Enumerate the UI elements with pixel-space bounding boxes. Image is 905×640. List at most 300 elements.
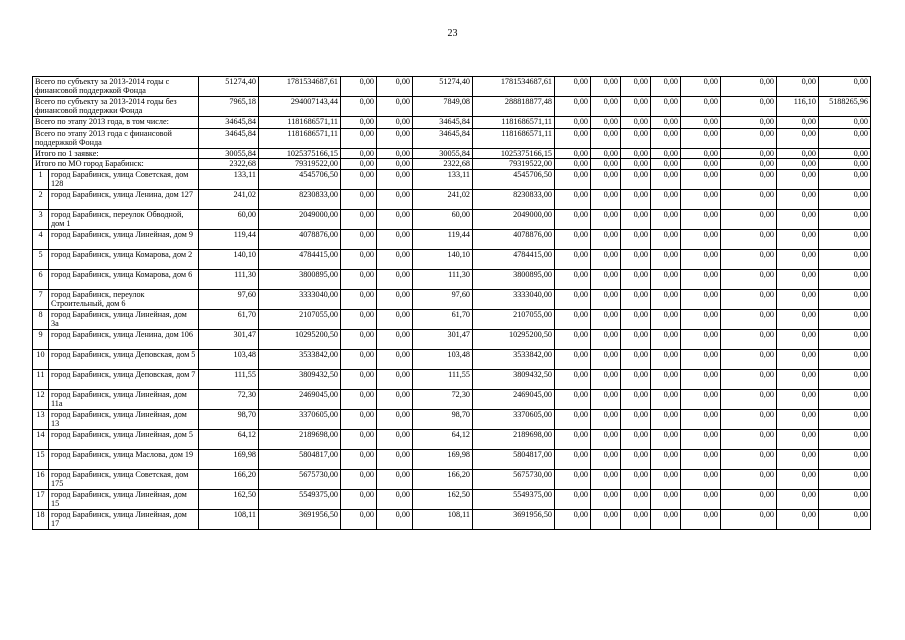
cell-value: 3800895,00 <box>473 269 555 289</box>
table-row <box>33 489 871 509</box>
cell-value: 0,00 <box>777 429 819 449</box>
cell-value: 0,00 <box>651 349 681 369</box>
cell-value: 3533842,00 <box>473 349 555 369</box>
cell-value: 0,00 <box>621 409 651 429</box>
cell-value: 0,00 <box>651 289 681 309</box>
cell-value: 0,00 <box>651 409 681 429</box>
cell-value: 3370605,00 <box>259 409 341 429</box>
cell-value: 111,55 <box>413 369 473 389</box>
cell-value: 0,00 <box>621 269 651 289</box>
cell-value: 0,00 <box>651 429 681 449</box>
cell-value: 0,00 <box>377 97 413 117</box>
cell-value: 0,00 <box>681 469 721 489</box>
cell-value: 61,70 <box>199 309 259 329</box>
cell-value: 1781534687,61 <box>259 77 341 97</box>
row-number: 6 <box>33 269 49 289</box>
cell-value: 60,00 <box>199 209 259 229</box>
cell-value: 5549375,00 <box>473 489 555 509</box>
cell-value: 0,00 <box>651 329 681 349</box>
row-address: город Барабинск, улица Линейная, дом 11а <box>49 389 199 409</box>
cell-value: 0,00 <box>777 129 819 149</box>
row-number: 1 <box>33 169 49 189</box>
row-address: город Барабинск, улица Линейная, дом 15 <box>49 489 199 509</box>
cell-value: 0,00 <box>377 229 413 249</box>
cell-value: 5549375,00 <box>259 489 341 509</box>
cell-value: 0,00 <box>777 469 819 489</box>
cell-value: 0,00 <box>651 169 681 189</box>
cell-value: 301,47 <box>199 329 259 349</box>
cell-value: 2049000,00 <box>259 209 341 229</box>
row-number: 7 <box>33 289 49 309</box>
cell-value: 0,00 <box>621 229 651 249</box>
cell-value: 0,00 <box>651 449 681 469</box>
cell-value: 3370605,00 <box>473 409 555 429</box>
cell-value: 98,70 <box>199 409 259 429</box>
cell-value: 241,02 <box>199 189 259 209</box>
cell-value: 0,00 <box>777 349 819 369</box>
row-address: город Барабинск, улица Деповская, дом 7 <box>49 369 199 389</box>
cell-value: 0,00 <box>819 189 871 209</box>
cell-value: 8230833,00 <box>473 189 555 209</box>
row-number: 15 <box>33 449 49 469</box>
cell-value: 0,00 <box>621 329 651 349</box>
cell-value: 0,00 <box>777 149 819 159</box>
cell-value: 0,00 <box>721 389 777 409</box>
cell-value: 0,00 <box>377 77 413 97</box>
cell-value: 0,00 <box>819 149 871 159</box>
cell-value: 0,00 <box>377 249 413 269</box>
cell-value: 0,00 <box>721 349 777 369</box>
cell-value: 0,00 <box>555 189 591 209</box>
cell-value: 2469045,00 <box>473 389 555 409</box>
cell-value: 0,00 <box>721 209 777 229</box>
cell-value: 0,00 <box>555 209 591 229</box>
cell-value: 7849,08 <box>413 97 473 117</box>
cell-value: 0,00 <box>651 309 681 329</box>
cell-value: 0,00 <box>341 189 377 209</box>
cell-value: 0,00 <box>341 469 377 489</box>
cell-value: 0,00 <box>819 117 871 129</box>
cell-value: 0,00 <box>681 159 721 169</box>
cell-value: 0,00 <box>621 289 651 309</box>
cell-value: 5188265,96 <box>819 97 871 117</box>
cell-value: 0,00 <box>341 369 377 389</box>
cell-value: 103,48 <box>413 349 473 369</box>
table-row <box>33 269 871 289</box>
table-row <box>33 209 871 229</box>
cell-value: 0,00 <box>591 369 621 389</box>
cell-value: 0,00 <box>681 229 721 249</box>
cell-value: 0,00 <box>555 369 591 389</box>
cell-value: 0,00 <box>651 369 681 389</box>
cell-value: 0,00 <box>341 249 377 269</box>
cell-value: 2322,68 <box>413 159 473 169</box>
cell-value: 3809432,50 <box>473 369 555 389</box>
cell-value: 0,00 <box>721 469 777 489</box>
cell-value: 0,00 <box>555 509 591 529</box>
cell-value: 0,00 <box>591 149 621 159</box>
cell-value: 97,60 <box>413 289 473 309</box>
cell-value: 0,00 <box>777 409 819 429</box>
row-address: город Барабинск, улица Линейная, дом 13 <box>49 409 199 429</box>
cell-value: 0,00 <box>819 409 871 429</box>
cell-value: 0,00 <box>591 209 621 229</box>
cell-value: 2107055,00 <box>473 309 555 329</box>
summary-row <box>33 159 871 169</box>
cell-value: 0,00 <box>777 189 819 209</box>
cell-value: 0,00 <box>591 489 621 509</box>
cell-value: 0,00 <box>777 209 819 229</box>
cell-value: 0,00 <box>819 449 871 469</box>
table-row <box>33 309 871 329</box>
cell-value: 0,00 <box>819 309 871 329</box>
cell-value: 0,00 <box>377 209 413 229</box>
cell-value: 0,00 <box>681 269 721 289</box>
table-row <box>33 289 871 309</box>
cell-value: 0,00 <box>777 489 819 509</box>
cell-value: 0,00 <box>591 329 621 349</box>
cell-value: 0,00 <box>777 389 819 409</box>
table-row <box>33 509 871 529</box>
cell-value: 0,00 <box>681 117 721 129</box>
cell-value: 169,98 <box>199 449 259 469</box>
cell-value: 0,00 <box>591 229 621 249</box>
row-label: Всего по этапу 2013 года, в том числе: <box>33 117 199 129</box>
cell-value: 5675730,00 <box>473 469 555 489</box>
cell-value: 162,50 <box>199 489 259 509</box>
cell-value: 0,00 <box>651 489 681 509</box>
cell-value: 0,00 <box>721 117 777 129</box>
cell-value: 0,00 <box>621 469 651 489</box>
cell-value: 0,00 <box>555 129 591 149</box>
cell-value: 0,00 <box>555 269 591 289</box>
cell-value: 4545706,50 <box>259 169 341 189</box>
cell-value: 0,00 <box>377 469 413 489</box>
cell-value: 0,00 <box>681 309 721 329</box>
cell-value: 0,00 <box>819 389 871 409</box>
cell-value: 2189698,00 <box>259 429 341 449</box>
cell-value: 0,00 <box>621 77 651 97</box>
cell-value: 0,00 <box>721 77 777 97</box>
cell-value: 0,00 <box>721 449 777 469</box>
cell-value: 3533842,00 <box>259 349 341 369</box>
cell-value: 0,00 <box>591 189 621 209</box>
cell-value: 0,00 <box>555 289 591 309</box>
cell-value: 0,00 <box>621 429 651 449</box>
summary-row <box>33 97 871 117</box>
cell-value: 0,00 <box>777 249 819 269</box>
cell-value: 0,00 <box>555 449 591 469</box>
cell-value: 0,00 <box>819 77 871 97</box>
cell-value: 0,00 <box>819 159 871 169</box>
cell-value: 5804817,00 <box>473 449 555 469</box>
cell-value: 64,12 <box>199 429 259 449</box>
cell-value: 166,20 <box>413 469 473 489</box>
cell-value: 0,00 <box>651 129 681 149</box>
cell-value: 0,00 <box>819 469 871 489</box>
cell-value: 0,00 <box>721 429 777 449</box>
cell-value: 162,50 <box>413 489 473 509</box>
cell-value: 0,00 <box>777 229 819 249</box>
cell-value: 0,00 <box>341 159 377 169</box>
cell-value: 241,02 <box>413 189 473 209</box>
cell-value: 0,00 <box>681 489 721 509</box>
cell-value: 0,00 <box>721 489 777 509</box>
cell-value: 0,00 <box>555 229 591 249</box>
cell-value: 0,00 <box>341 149 377 159</box>
row-address: город Барабинск, улица Советская, дом 175 <box>49 469 199 489</box>
table-row <box>33 409 871 429</box>
cell-value: 0,00 <box>621 117 651 129</box>
cell-value: 0,00 <box>591 509 621 529</box>
cell-value: 1781534687,61 <box>473 77 555 97</box>
cell-value: 2107055,00 <box>259 309 341 329</box>
cell-value: 0,00 <box>721 269 777 289</box>
summary-row <box>33 77 871 97</box>
cell-value: 111,30 <box>413 269 473 289</box>
row-number: 18 <box>33 509 49 529</box>
cell-value: 0,00 <box>681 129 721 149</box>
cell-value: 0,00 <box>555 389 591 409</box>
cell-value: 0,00 <box>721 97 777 117</box>
cell-value: 0,00 <box>721 149 777 159</box>
table-row <box>33 389 871 409</box>
row-number: 3 <box>33 209 49 229</box>
cell-value: 0,00 <box>651 97 681 117</box>
cell-value: 0,00 <box>721 159 777 169</box>
cell-value: 0,00 <box>591 159 621 169</box>
row-address: город Барабинск, улица Деповская, дом 5 <box>49 349 199 369</box>
table-row <box>33 329 871 349</box>
cell-value: 0,00 <box>721 189 777 209</box>
cell-value: 0,00 <box>777 77 819 97</box>
cell-value: 3333040,00 <box>473 289 555 309</box>
row-number: 9 <box>33 329 49 349</box>
cell-value: 10295200,50 <box>473 329 555 349</box>
row-address: город Барабинск, улица Линейная, дом 3а <box>49 309 199 329</box>
row-address: город Барабинск, улица Линейная, дом 5 <box>49 429 199 449</box>
cell-value: 30055,84 <box>199 149 259 159</box>
cell-value: 0,00 <box>819 229 871 249</box>
cell-value: 288818877,48 <box>473 97 555 117</box>
cell-value: 0,00 <box>681 449 721 469</box>
table-row <box>33 369 871 389</box>
cell-value: 0,00 <box>341 269 377 289</box>
cell-value: 0,00 <box>591 429 621 449</box>
cell-value: 1181686571,11 <box>259 117 341 129</box>
cell-value: 108,11 <box>199 509 259 529</box>
cell-value: 79319522,00 <box>473 159 555 169</box>
cell-value: 0,00 <box>819 489 871 509</box>
cell-value: 0,00 <box>621 159 651 169</box>
cell-value: 2469045,00 <box>259 389 341 409</box>
table-row <box>33 429 871 449</box>
cell-value: 0,00 <box>377 289 413 309</box>
cell-value: 0,00 <box>377 189 413 209</box>
cell-value: 0,00 <box>681 289 721 309</box>
cell-value: 0,00 <box>777 289 819 309</box>
cell-value: 98,70 <box>413 409 473 429</box>
cell-value: 64,12 <box>413 429 473 449</box>
cell-value: 108,11 <box>413 509 473 529</box>
row-label: Всего по этапу 2013 года с финансовой поддержкой Фонда <box>33 129 199 149</box>
cell-value: 0,00 <box>681 389 721 409</box>
cell-value: 0,00 <box>621 349 651 369</box>
row-address: город Барабинск, улица Маслова, дом 19 <box>49 449 199 469</box>
cell-value: 0,00 <box>555 149 591 159</box>
cell-value: 0,00 <box>681 409 721 429</box>
cell-value: 0,00 <box>591 97 621 117</box>
table-row <box>33 249 871 269</box>
cell-value: 0,00 <box>555 77 591 97</box>
cell-value: 0,00 <box>819 289 871 309</box>
cell-value: 0,00 <box>341 289 377 309</box>
cell-value: 0,00 <box>341 209 377 229</box>
cell-value: 0,00 <box>651 249 681 269</box>
cell-value: 0,00 <box>621 389 651 409</box>
cell-value: 5675730,00 <box>259 469 341 489</box>
cell-value: 0,00 <box>621 129 651 149</box>
cell-value: 2189698,00 <box>473 429 555 449</box>
cell-value: 0,00 <box>777 159 819 169</box>
cell-value: 0,00 <box>651 209 681 229</box>
cell-value: 0,00 <box>819 269 871 289</box>
row-address: город Барабинск, улица Линейная, дом 17 <box>49 509 199 529</box>
cell-value: 0,00 <box>377 489 413 509</box>
cell-value: 119,44 <box>413 229 473 249</box>
table-row <box>33 169 871 189</box>
cell-value: 0,00 <box>341 169 377 189</box>
cell-value: 34645,84 <box>413 117 473 129</box>
cell-value: 0,00 <box>591 249 621 269</box>
cell-value: 0,00 <box>681 349 721 369</box>
cell-value: 0,00 <box>341 509 377 529</box>
row-number: 13 <box>33 409 49 429</box>
cell-value: 0,00 <box>591 77 621 97</box>
cell-value: 133,11 <box>199 169 259 189</box>
cell-value: 0,00 <box>591 117 621 129</box>
cell-value: 0,00 <box>681 429 721 449</box>
cell-value: 1181686571,11 <box>259 129 341 149</box>
cell-value: 0,00 <box>721 509 777 529</box>
cell-value: 301,47 <box>413 329 473 349</box>
table-row <box>33 189 871 209</box>
row-address: город Барабинск, улица Ленина, дом 127 <box>49 189 199 209</box>
cell-value: 0,00 <box>621 97 651 117</box>
cell-value: 0,00 <box>341 349 377 369</box>
cell-value: 0,00 <box>681 209 721 229</box>
cell-value: 0,00 <box>721 169 777 189</box>
cell-value: 10295200,50 <box>259 329 341 349</box>
cell-value: 0,00 <box>651 117 681 129</box>
cell-value: 0,00 <box>621 209 651 229</box>
cell-value: 0,00 <box>777 309 819 329</box>
summary-row <box>33 149 871 159</box>
cell-value: 169,98 <box>413 449 473 469</box>
cell-value: 0,00 <box>681 149 721 159</box>
cell-value: 0,00 <box>377 329 413 349</box>
cell-value: 0,00 <box>721 309 777 329</box>
cell-value: 111,30 <box>199 269 259 289</box>
table-row <box>33 229 871 249</box>
cell-value: 0,00 <box>651 77 681 97</box>
cell-value: 0,00 <box>651 149 681 159</box>
table-row <box>33 349 871 369</box>
cell-value: 0,00 <box>621 369 651 389</box>
cell-value: 0,00 <box>341 97 377 117</box>
cell-value: 0,00 <box>341 329 377 349</box>
cell-value: 0,00 <box>621 249 651 269</box>
cell-value: 0,00 <box>777 329 819 349</box>
cell-value: 8230833,00 <box>259 189 341 209</box>
cell-value: 0,00 <box>621 149 651 159</box>
cell-value: 0,00 <box>651 509 681 529</box>
cell-value: 0,00 <box>591 349 621 369</box>
cell-value: 0,00 <box>555 159 591 169</box>
cell-value: 0,00 <box>341 489 377 509</box>
cell-value: 0,00 <box>621 189 651 209</box>
cell-value: 2322,68 <box>199 159 259 169</box>
cell-value: 3691956,50 <box>259 509 341 529</box>
cell-value: 0,00 <box>341 229 377 249</box>
row-number: 12 <box>33 389 49 409</box>
cell-value: 1181686571,11 <box>473 117 555 129</box>
cell-value: 0,00 <box>555 429 591 449</box>
row-number: 2 <box>33 189 49 209</box>
cell-value: 0,00 <box>555 169 591 189</box>
cell-value: 3800895,00 <box>259 269 341 289</box>
cell-value: 0,00 <box>777 449 819 469</box>
cell-value: 3691956,50 <box>473 509 555 529</box>
cell-value: 0,00 <box>777 117 819 129</box>
cell-value: 0,00 <box>591 169 621 189</box>
cell-value: 0,00 <box>555 97 591 117</box>
cell-value: 0,00 <box>377 309 413 329</box>
cell-value: 5804817,00 <box>259 449 341 469</box>
cell-value: 60,00 <box>413 209 473 229</box>
cell-value: 51274,40 <box>413 77 473 97</box>
cell-value: 0,00 <box>721 229 777 249</box>
row-address: город Барабинск, переулок Обводной, дом 1 <box>49 209 199 229</box>
cell-value: 0,00 <box>377 129 413 149</box>
cell-value: 0,00 <box>341 77 377 97</box>
cell-value: 97,60 <box>199 289 259 309</box>
row-number: 14 <box>33 429 49 449</box>
cell-value: 0,00 <box>819 129 871 149</box>
cell-value: 0,00 <box>651 389 681 409</box>
cell-value: 0,00 <box>621 509 651 529</box>
cell-value: 30055,84 <box>413 149 473 159</box>
cell-value: 111,55 <box>199 369 259 389</box>
summary-row <box>33 129 871 149</box>
cell-value: 3809432,50 <box>259 369 341 389</box>
cell-value: 34645,84 <box>199 117 259 129</box>
cell-value: 0,00 <box>651 269 681 289</box>
cell-value: 34645,84 <box>199 129 259 149</box>
cell-value: 0,00 <box>591 129 621 149</box>
row-label: Всего по субъекту за 2013-2014 годы с финансовой поддержкой Фонда <box>33 77 199 97</box>
cell-value: 0,00 <box>651 469 681 489</box>
cell-value: 0,00 <box>777 269 819 289</box>
cell-value: 0,00 <box>555 329 591 349</box>
cell-value: 4078876,00 <box>259 229 341 249</box>
cell-value: 0,00 <box>341 309 377 329</box>
cell-value: 133,11 <box>413 169 473 189</box>
row-address: город Барабинск, улица Советская, дом 128 <box>49 169 199 189</box>
row-number: 10 <box>33 349 49 369</box>
cell-value: 0,00 <box>819 369 871 389</box>
page-number: 23 <box>447 28 458 39</box>
